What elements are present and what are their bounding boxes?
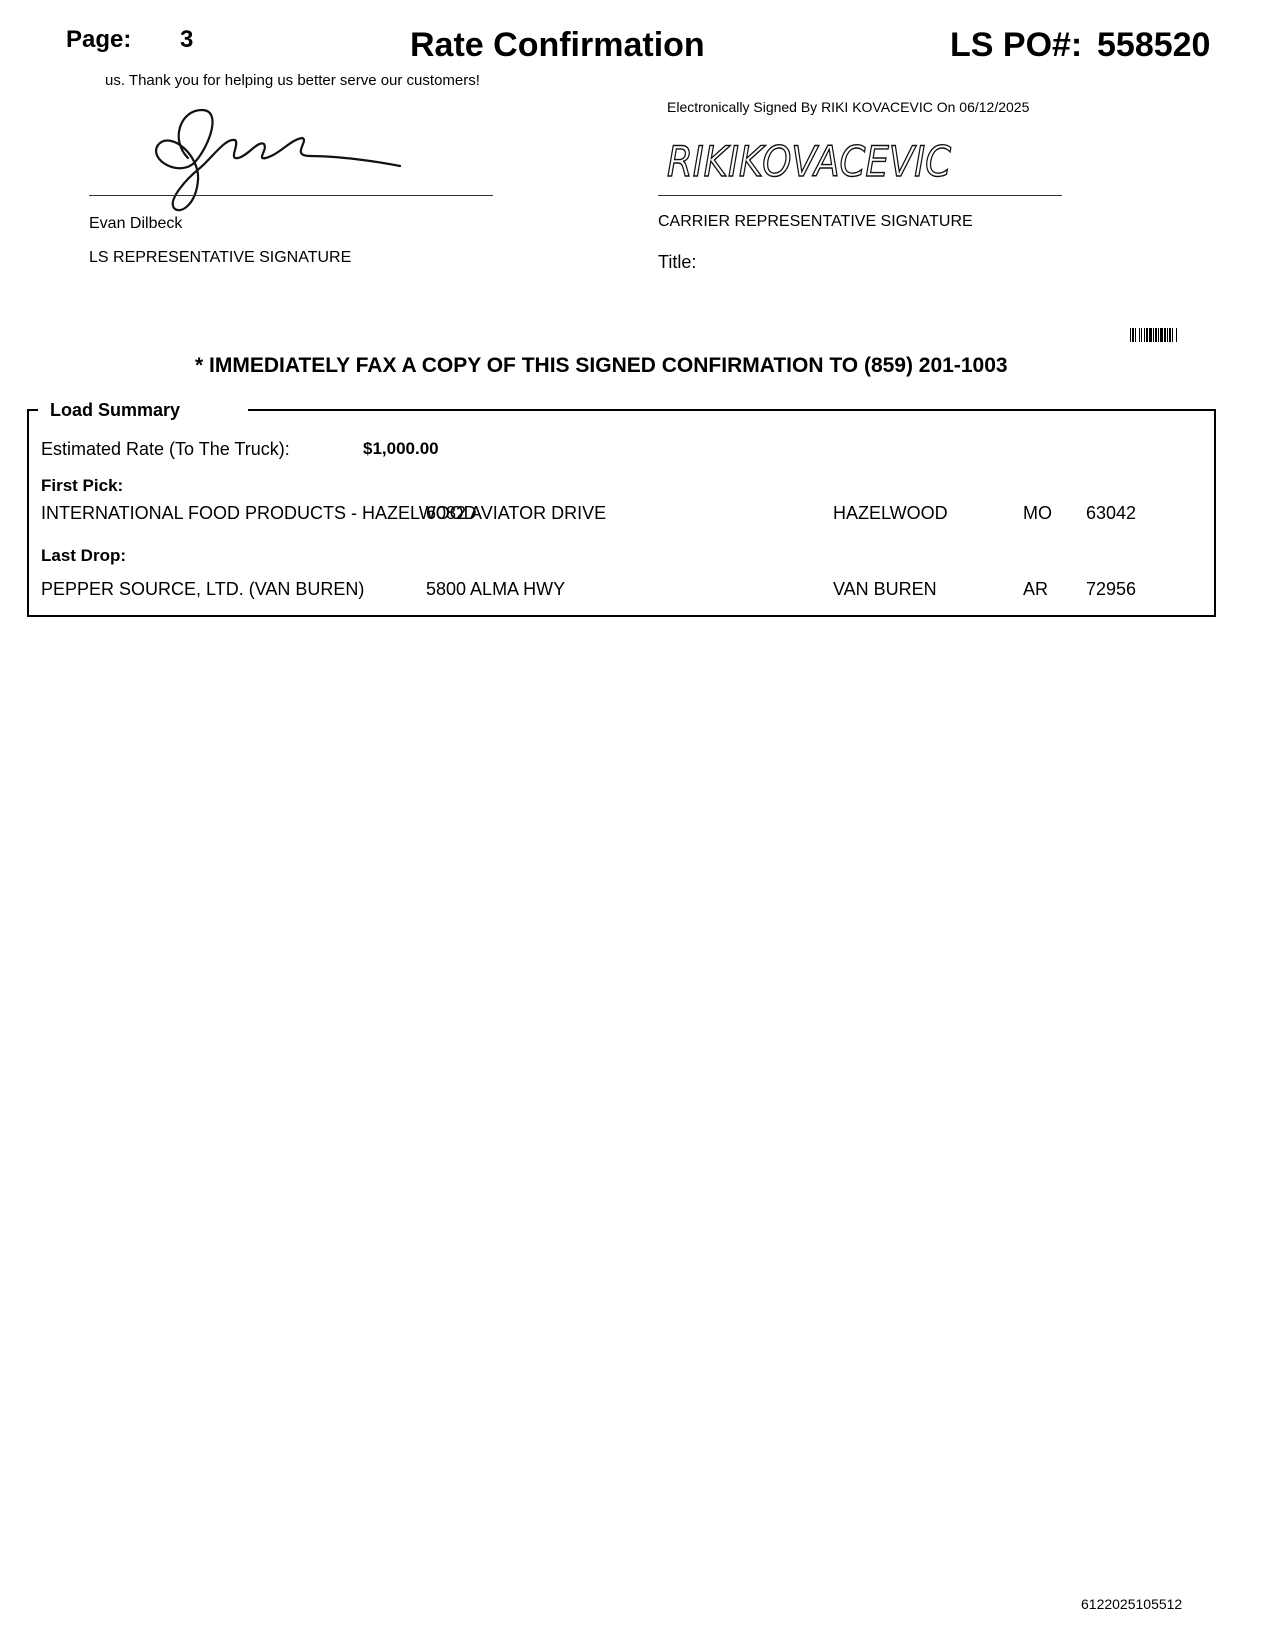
ls-signature-caption: LS REPRESENTATIVE SIGNATURE xyxy=(89,249,352,266)
first-pick-name: INTERNATIONAL FOOD PRODUCTS - HAZELWOOD xyxy=(41,503,477,523)
carrier-signature-line xyxy=(658,195,1062,196)
svg-text:RIKIKOVACEVIC: RIKIKOVACEVIC xyxy=(667,137,952,186)
first-pick-address: 6082 AVIATOR DRIVE xyxy=(426,503,607,523)
first-pick-label: First Pick: xyxy=(41,476,124,495)
last-drop-zip: 72956 xyxy=(1086,579,1137,599)
page-number: 3 xyxy=(180,26,194,53)
intro-text: us. Thank you for helping us better serve our customers! xyxy=(105,72,480,89)
electronic-signature-note: Electronically Signed By RIKI KOVACEVIC On 06/12/2025 xyxy=(667,99,1030,115)
last-drop-state: AR xyxy=(1023,579,1049,599)
carrier-signature-caption: CARRIER REPRESENTATIVE SIGNATURE xyxy=(658,213,973,230)
first-pick-city: HAZELWOOD xyxy=(833,503,948,523)
load-summary-heading: Load Summary xyxy=(38,400,248,421)
carrier-handwritten-signature xyxy=(665,130,965,190)
last-drop-address: 5800 ALMA HWY xyxy=(426,579,566,599)
ls-handwritten-signature xyxy=(140,100,420,220)
footer-document-code: 6122025105512 xyxy=(1081,1596,1183,1612)
barcode xyxy=(1130,328,1206,342)
po-number: 558520 xyxy=(1097,26,1211,64)
first-pick-zip: 63042 xyxy=(1086,503,1137,523)
last-drop-label: Last Drop: xyxy=(41,546,126,565)
estimated-rate-value: $1,000.00 xyxy=(363,439,439,458)
estimated-rate-label: Estimated Rate (To The Truck): xyxy=(41,439,290,459)
barcode-bar xyxy=(1177,328,1178,342)
last-drop-name: PEPPER SOURCE, LTD. (VAN BUREN) xyxy=(41,579,365,599)
last-drop-city: VAN BUREN xyxy=(833,579,937,599)
page-label: Page: xyxy=(66,26,132,53)
first-pick-state: MO xyxy=(1023,503,1052,523)
ls-signature-line xyxy=(89,195,493,196)
carrier-title-label: Title: xyxy=(658,252,697,272)
fax-notice: * IMMEDIATELY FAX A COPY OF THIS SIGNED CONFIRMATION TO (859) 201-1003 xyxy=(195,354,1008,377)
document-title: Rate Confirmation xyxy=(410,26,705,64)
ls-representative-name: Evan Dilbeck xyxy=(89,215,183,232)
po-label: LS PO#: xyxy=(950,26,1083,64)
